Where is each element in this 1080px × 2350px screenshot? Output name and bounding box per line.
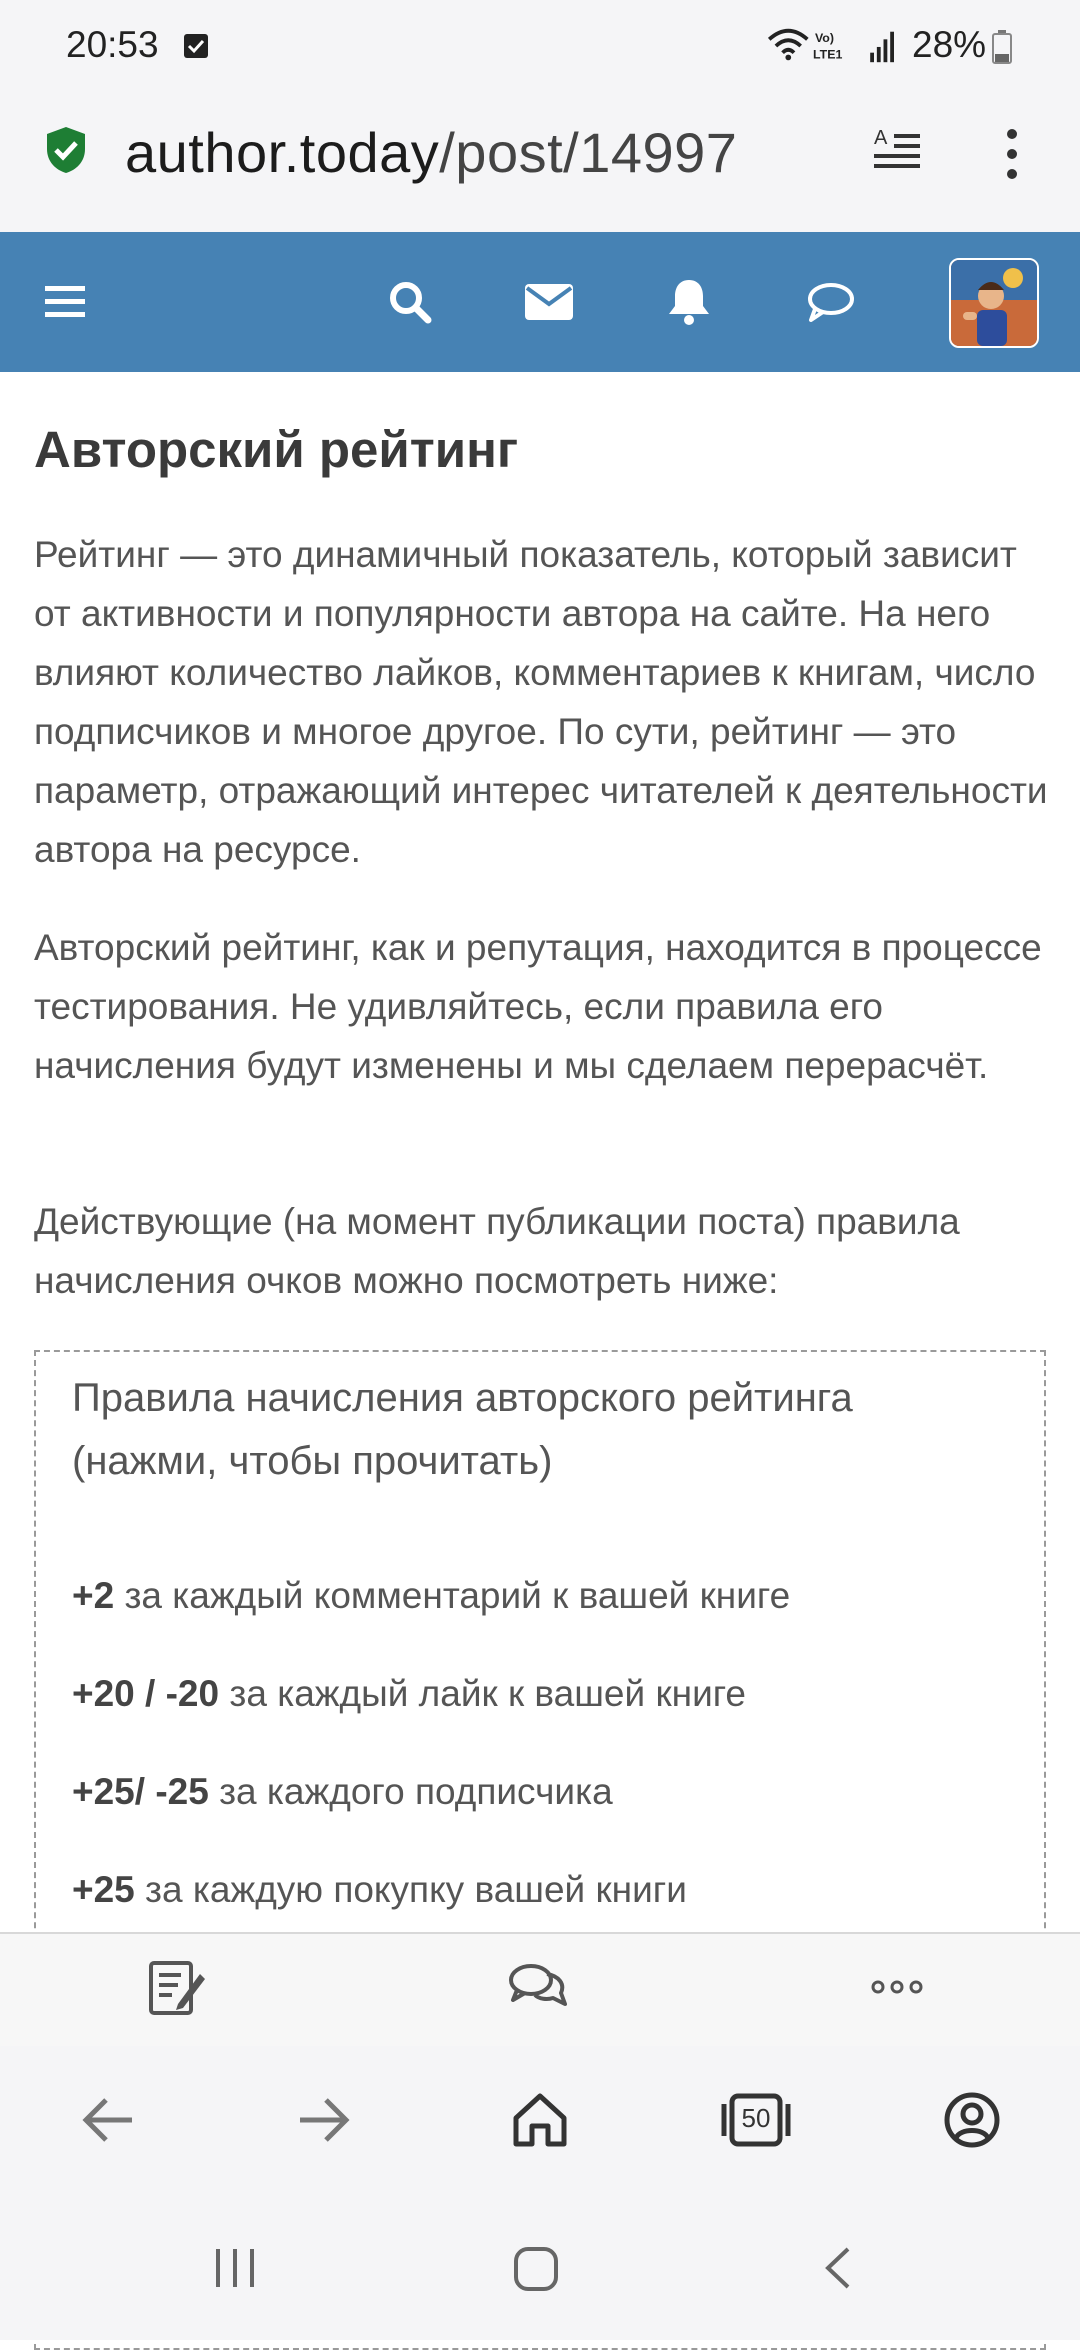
more-vertical-icon[interactable] [1002,126,1022,182]
url-host: author.today [125,121,440,184]
rating-rule [72,1575,790,1617]
status-time: 20:53 [66,24,159,65]
rule-points: +2 [72,1575,115,1616]
home-icon[interactable] [512,2092,568,2148]
svg-text:A: A [874,127,888,149]
rule-points: +25 [72,1869,135,1910]
more-horizontal-icon[interactable] [870,1978,924,1996]
bell-icon[interactable] [664,232,714,372]
page-title: Авторский рейтинг [34,421,519,478]
rating-rule [72,1673,746,1715]
chat-icon[interactable] [805,232,857,372]
rule-text: за каждый комментарий к вашей книге [114,1575,791,1616]
signal-wifi-icons [764,26,904,66]
spoiler-title[interactable]: Правила начисления авторского рейтинга (нажми, чтобы прочитать) [72,1376,853,1483]
account-icon[interactable] [944,2092,1000,2148]
edit-post-icon[interactable] [148,1960,206,2016]
reader-mode-icon[interactable] [872,126,922,174]
rule-text: за каждую покупку вашей книги [134,1869,687,1910]
rule-points: +25/ -25 [72,1771,209,1812]
article-paragraph: Рейтинг — это динамичный показатель, который зависит от активности и популярности автора на сайте. На него влияют количество лайков, комментариев к книгам, число подписчиков и многое другое. По сути, рейтинг — это параметр, отражающий интерес читателей к деятельности автора на ресурсе. [34,534,1048,870]
search-icon[interactable] [385,232,435,372]
rating-rule [72,1869,687,1911]
avatar[interactable] [949,258,1039,348]
svg-text:LTE1: LTE1 [813,47,843,62]
system-back-icon[interactable] [822,2245,852,2291]
recent-apps-icon[interactable] [212,2245,258,2291]
svg-text:Vo): Vo) [814,31,834,46]
comments-icon[interactable] [507,1960,567,2014]
notification-check-icon [184,34,208,58]
rule-text: за каждого подписчика [208,1771,613,1812]
article-paragraph: Действующие (на момент публикации поста) правила начисления очков можно посмотреть ниже: [34,1201,960,1301]
rating-rule [72,1771,613,1813]
forward-arrow-icon[interactable] [296,2095,352,2145]
tab-count: 50 [741,2103,771,2133]
battery-percent: 28% [912,24,987,65]
home-button-icon[interactable] [512,2245,560,2293]
menu-icon[interactable] [40,232,90,372]
article-paragraph: Авторский рейтинг, как и репутация, находится в процессе тестирования. Не удивляйтесь, если правила его начисления будут изменены и мы сделаем перерасчёт. [34,927,1042,1086]
mail-icon[interactable] [522,232,576,372]
rule-points: +20 / -20 [72,1673,220,1714]
url-path: /post/14997 [439,121,738,184]
secure-shield-icon[interactable] [44,125,88,175]
battery-icon [992,30,1012,64]
tabs-button[interactable] [720,2092,792,2148]
back-arrow-icon[interactable] [80,2095,136,2145]
rule-text: за каждый лайк к вашей книге [219,1673,747,1714]
url-text[interactable] [125,120,737,185]
